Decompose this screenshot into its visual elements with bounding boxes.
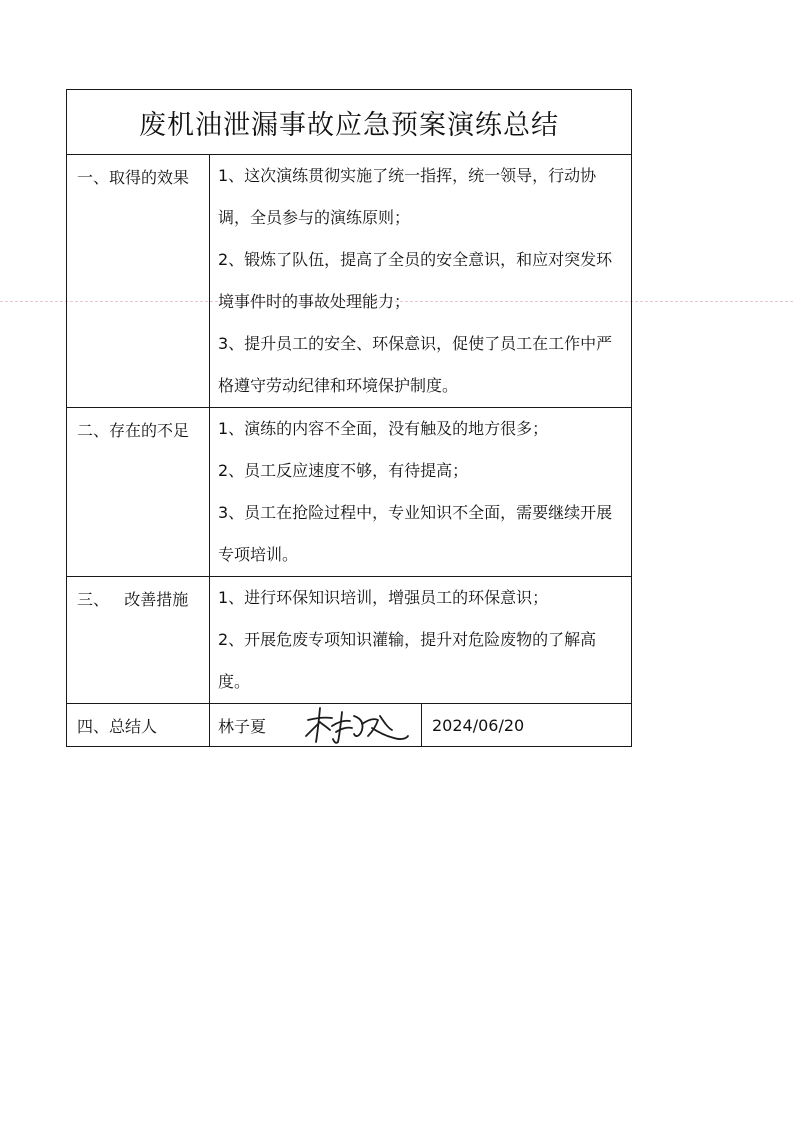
list-item: 2、员工反应速度不够，有待提高； (218, 461, 469, 480)
section-label-improvements: 三、 改善措施 (67, 577, 210, 704)
list-item: 3、提升员工的安全、环保意识，促使了员工在工作中严格遵守劳动纪律和环境保护制度。 (218, 334, 613, 395)
list-item: 1、演练的内容不全面，没有触及的地方很多； (218, 419, 549, 438)
handwritten-signature (302, 706, 412, 746)
title-row (67, 90, 632, 155)
drill-summary-table (66, 89, 632, 747)
section-row-effects (67, 155, 632, 408)
section-content-effects (210, 155, 632, 408)
summary-signer-cell (210, 704, 422, 747)
section-content-shortcomings (210, 408, 632, 577)
list-item: 3、员工在抢险过程中，专业知识不全面，需要继续开展专项培训。 (218, 503, 613, 564)
signer-name: 林子夏 (218, 716, 267, 736)
section-row-improvements (67, 577, 632, 704)
section-row-shortcomings (67, 408, 632, 577)
document-title: 废机油泄漏事故应急预案演练总结 (67, 90, 632, 155)
list-item: 1、这次演练贯彻实施了统一指挥，统一领导，行动协调，全员参与的演练原则； (218, 166, 597, 227)
list-item: 2、锻炼了队伍，提高了全员的安全意识，和应对突发环境事件时的事故处理能力； (218, 250, 613, 311)
summary-date: 2024/06/20 (422, 704, 632, 747)
summary-row (67, 704, 632, 747)
summary-label: 四、总结人 (67, 704, 210, 747)
list-item: 2、开展危废专项知识灌输，提升对危险废物的了解高度。 (218, 630, 597, 691)
list-item: 1、进行环保知识培训，增强员工的环保意识； (218, 588, 549, 607)
section-content-improvements (210, 577, 632, 704)
section-label-effects: 一、取得的效果 (67, 155, 210, 408)
section-label-shortcomings: 二、存在的不足 (67, 408, 210, 577)
